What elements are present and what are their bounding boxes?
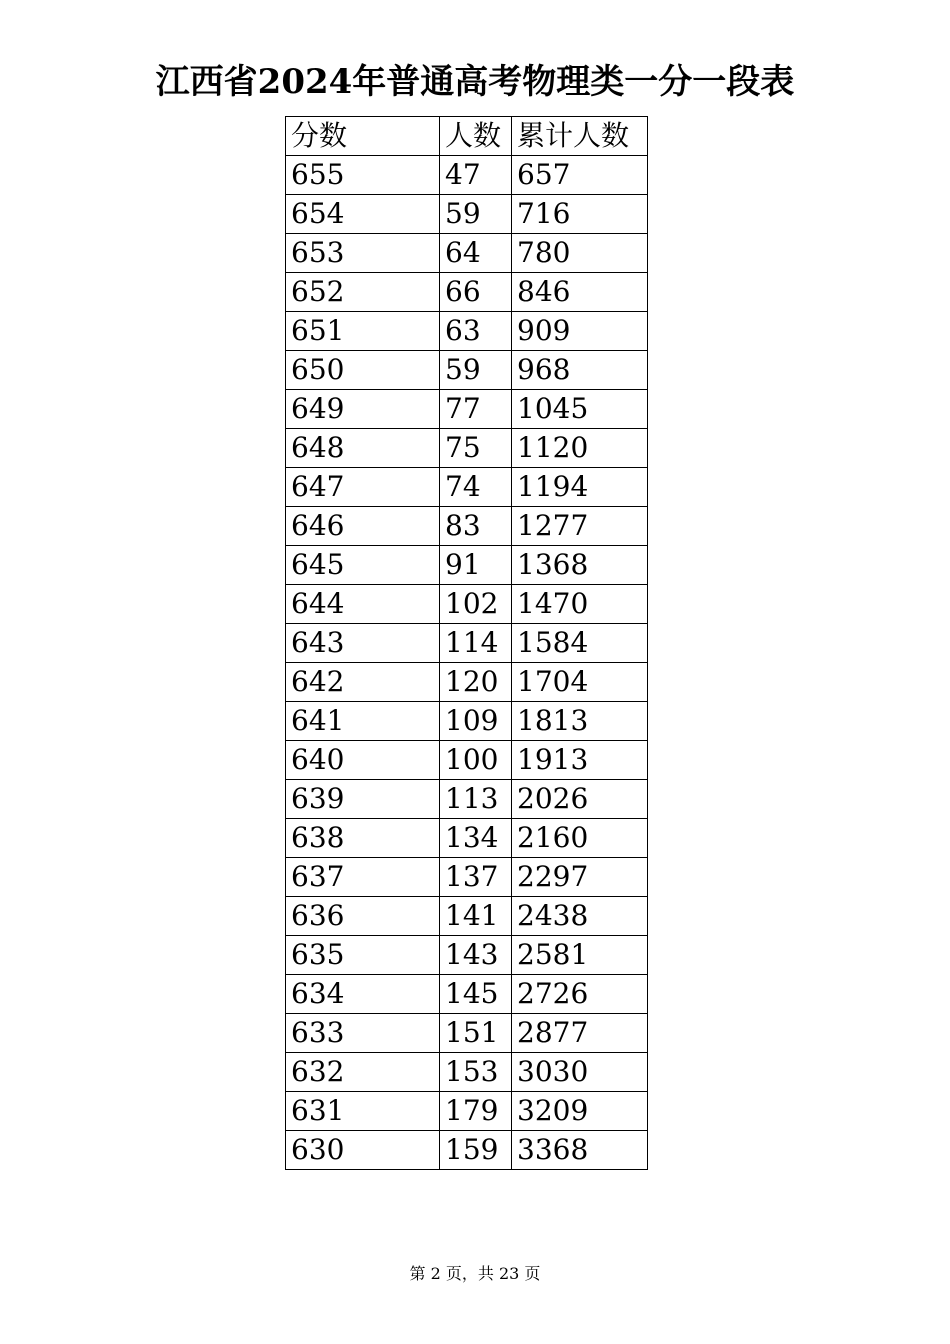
- cumulative-cell: 3030: [512, 1053, 648, 1092]
- table-row: [286, 1014, 648, 1053]
- score-cell: 641: [286, 702, 440, 741]
- count-cell: 120: [440, 663, 512, 702]
- table-row: [286, 1131, 648, 1170]
- count-cell: 47: [440, 156, 512, 195]
- table-row: [286, 429, 648, 468]
- count-cell: 100: [440, 741, 512, 780]
- table-row: [286, 351, 648, 390]
- table-row: [286, 273, 648, 312]
- cumulative-cell: 3368: [512, 1131, 648, 1170]
- score-cell: 635: [286, 936, 440, 975]
- table-row: [286, 663, 648, 702]
- score-cell: 654: [286, 195, 440, 234]
- table-row: [286, 546, 648, 585]
- count-cell: 59: [440, 195, 512, 234]
- cumulative-cell: 780: [512, 234, 648, 273]
- score-cell: 645: [286, 546, 440, 585]
- count-cell: 141: [440, 897, 512, 936]
- page-footer: 第 2 页，共 23 页: [409, 1264, 541, 1283]
- cumulative-cell: 3209: [512, 1092, 648, 1131]
- count-cell: 66: [440, 273, 512, 312]
- score-cell: 632: [286, 1053, 440, 1092]
- cumulative-cell: 1813: [512, 702, 648, 741]
- score-cell: 648: [286, 429, 440, 468]
- table-row: [286, 585, 648, 624]
- cumulative-cell: 2726: [512, 975, 648, 1014]
- score-cell: 655: [286, 156, 440, 195]
- header-count: 人数: [440, 117, 512, 156]
- table-body: [286, 156, 648, 1170]
- score-cell: 649: [286, 390, 440, 429]
- table-row: [286, 312, 648, 351]
- table-row: [286, 390, 648, 429]
- cumulative-cell: 846: [512, 273, 648, 312]
- count-cell: 114: [440, 624, 512, 663]
- count-cell: 77: [440, 390, 512, 429]
- count-cell: 59: [440, 351, 512, 390]
- count-cell: 91: [440, 546, 512, 585]
- score-cell: 644: [286, 585, 440, 624]
- cumulative-cell: 657: [512, 156, 648, 195]
- table-row: [286, 234, 648, 273]
- cumulative-cell: 1584: [512, 624, 648, 663]
- table-row: [286, 819, 648, 858]
- cumulative-cell: 1120: [512, 429, 648, 468]
- score-cell: 637: [286, 858, 440, 897]
- table-row: [286, 507, 648, 546]
- score-cell: 642: [286, 663, 440, 702]
- cumulative-cell: 2877: [512, 1014, 648, 1053]
- score-cell: 643: [286, 624, 440, 663]
- table-row: [286, 741, 648, 780]
- score-cell: 651: [286, 312, 440, 351]
- table-header-row: [286, 117, 648, 156]
- score-cell: 636: [286, 897, 440, 936]
- count-cell: 113: [440, 780, 512, 819]
- count-cell: 151: [440, 1014, 512, 1053]
- cumulative-cell: 1368: [512, 546, 648, 585]
- count-cell: 75: [440, 429, 512, 468]
- count-cell: 143: [440, 936, 512, 975]
- score-cell: 630: [286, 1131, 440, 1170]
- score-cell: 653: [286, 234, 440, 273]
- count-cell: 134: [440, 819, 512, 858]
- table-row: [286, 1092, 648, 1131]
- cumulative-cell: 2297: [512, 858, 648, 897]
- table-row: [286, 1053, 648, 1092]
- score-cell: 646: [286, 507, 440, 546]
- count-cell: 102: [440, 585, 512, 624]
- cumulative-cell: 716: [512, 195, 648, 234]
- page-title: 江西省2024年普通高考物理类一分一段表: [155, 62, 795, 102]
- count-cell: 83: [440, 507, 512, 546]
- count-cell: 63: [440, 312, 512, 351]
- table-row: [286, 780, 648, 819]
- score-distribution-table: [285, 116, 648, 1170]
- cumulative-cell: 1277: [512, 507, 648, 546]
- table-row: [286, 468, 648, 507]
- score-cell: 640: [286, 741, 440, 780]
- cumulative-cell: 968: [512, 351, 648, 390]
- count-cell: 145: [440, 975, 512, 1014]
- count-cell: 153: [440, 1053, 512, 1092]
- score-cell: 652: [286, 273, 440, 312]
- count-cell: 137: [440, 858, 512, 897]
- score-cell: 633: [286, 1014, 440, 1053]
- cumulative-cell: 1194: [512, 468, 648, 507]
- count-cell: 109: [440, 702, 512, 741]
- score-cell: 639: [286, 780, 440, 819]
- header-cumulative: 累计人数: [512, 117, 648, 156]
- score-cell: 647: [286, 468, 440, 507]
- score-cell: 650: [286, 351, 440, 390]
- cumulative-cell: 2026: [512, 780, 648, 819]
- cumulative-cell: 909: [512, 312, 648, 351]
- count-cell: 74: [440, 468, 512, 507]
- table-row: [286, 624, 648, 663]
- table-row: [286, 156, 648, 195]
- cumulative-cell: 1704: [512, 663, 648, 702]
- score-cell: 631: [286, 1092, 440, 1131]
- count-cell: 179: [440, 1092, 512, 1131]
- table-row: [286, 975, 648, 1014]
- score-cell: 638: [286, 819, 440, 858]
- table-row: [286, 897, 648, 936]
- table-row: [286, 702, 648, 741]
- cumulative-cell: 1470: [512, 585, 648, 624]
- cumulative-cell: 2581: [512, 936, 648, 975]
- score-cell: 634: [286, 975, 440, 1014]
- header-score: 分数: [286, 117, 440, 156]
- cumulative-cell: 2438: [512, 897, 648, 936]
- count-cell: 159: [440, 1131, 512, 1170]
- table-row: [286, 195, 648, 234]
- table-row: [286, 936, 648, 975]
- cumulative-cell: 1913: [512, 741, 648, 780]
- table-row: [286, 858, 648, 897]
- count-cell: 64: [440, 234, 512, 273]
- cumulative-cell: 2160: [512, 819, 648, 858]
- cumulative-cell: 1045: [512, 390, 648, 429]
